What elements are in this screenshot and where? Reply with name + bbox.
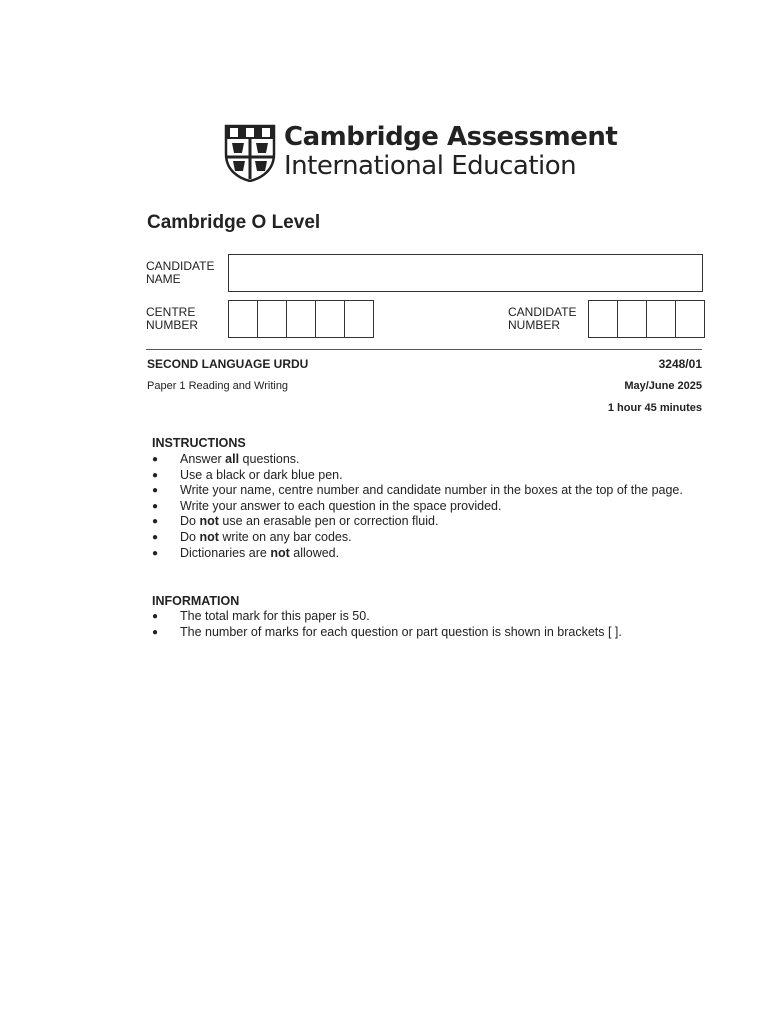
bullet-icon: ●	[152, 516, 159, 528]
list-item-text: The total mark for this paper is 50.	[180, 609, 370, 623]
list-item-emphasis: all	[225, 452, 240, 466]
centre-number-label: CENTRE NUMBER	[146, 305, 199, 332]
syllabus-code: 3248/01	[658, 357, 702, 371]
logo-line-2: International Education	[284, 151, 577, 181]
list-item-text: Write your answer to each question in the space provided.	[180, 498, 502, 513]
centre-number-digit-box[interactable]	[228, 300, 258, 338]
candidate-number-label: CANDIDATE NUMBER	[508, 305, 577, 332]
list-item-text: The number of marks for each question or part question is shown in brackets [ ].	[180, 624, 622, 639]
list-item	[152, 514, 683, 530]
candidate-number-boxes	[588, 300, 705, 336]
cambridge-logo	[224, 122, 618, 184]
list-item-text: write on any bar codes.	[218, 529, 352, 544]
list-item	[152, 609, 622, 625]
list-item	[152, 530, 683, 546]
list-item	[152, 625, 622, 641]
list-item-emphasis: not	[199, 514, 219, 529]
header-divider	[146, 349, 702, 350]
candidate-number-digit-box[interactable]	[588, 300, 618, 338]
candidate-number-digit-box[interactable]	[675, 300, 705, 338]
information-heading: INFORMATION	[152, 594, 240, 608]
list-item-text: Answer	[180, 452, 226, 466]
candidate-number-digit-box[interactable]	[617, 300, 647, 338]
list-item-text: Write your name, centre number and candidate number in the boxes at the top of the page.	[180, 483, 683, 498]
candidate-name-box[interactable]	[228, 254, 703, 292]
subject-title: SECOND LANGUAGE URDU	[147, 357, 309, 371]
logo-line-1: Cambridge Assessment	[284, 122, 618, 152]
list-item-text: allowed.	[289, 545, 340, 560]
list-item	[152, 546, 683, 562]
bullet-icon: ●	[152, 626, 159, 638]
list-item-text: questions.	[239, 452, 300, 466]
list-item-emphasis: not	[270, 545, 290, 560]
list-item-text: Use a black or dark blue pen.	[180, 467, 343, 482]
paper-title: Paper 1 Reading and Writing	[147, 380, 289, 392]
centre-number-digit-box[interactable]	[344, 300, 374, 338]
bullet-icon: ●	[152, 454, 159, 465]
cambridge-shield-icon	[224, 124, 276, 182]
candidate-name-label: CANDIDATE NAME	[146, 259, 215, 286]
bullet-icon: ●	[152, 500, 159, 512]
qualification-title: Cambridge O Level	[147, 212, 321, 233]
bullet-icon: ●	[152, 547, 159, 559]
list-item	[152, 468, 683, 484]
list-item-text: Do	[180, 514, 200, 529]
list-item-text: Do	[180, 529, 200, 544]
list-item-emphasis: not	[199, 529, 219, 544]
bullet-icon: ●	[152, 469, 159, 481]
list-item	[152, 483, 683, 499]
centre-number-digit-box[interactable]	[257, 300, 287, 338]
list-item-text: use an erasable pen or correction fluid.	[218, 514, 439, 529]
centre-number-digit-box[interactable]	[286, 300, 316, 338]
bullet-icon: ●	[152, 531, 159, 543]
bullet-icon: ●	[152, 611, 159, 622]
centre-number-boxes	[228, 300, 374, 336]
candidate-number-digit-box[interactable]	[646, 300, 676, 338]
instructions-list	[152, 452, 683, 561]
bullet-icon: ●	[152, 485, 159, 497]
exam-session: May/June 2025	[624, 380, 702, 392]
information-list	[152, 609, 622, 640]
centre-number-digit-box[interactable]	[315, 300, 345, 338]
list-item-text: Dictionaries are	[180, 545, 271, 560]
instructions-heading: INSTRUCTIONS	[152, 436, 246, 450]
list-item	[152, 499, 683, 515]
exam-duration: 1 hour 45 minutes	[607, 402, 702, 414]
list-item	[152, 452, 683, 468]
